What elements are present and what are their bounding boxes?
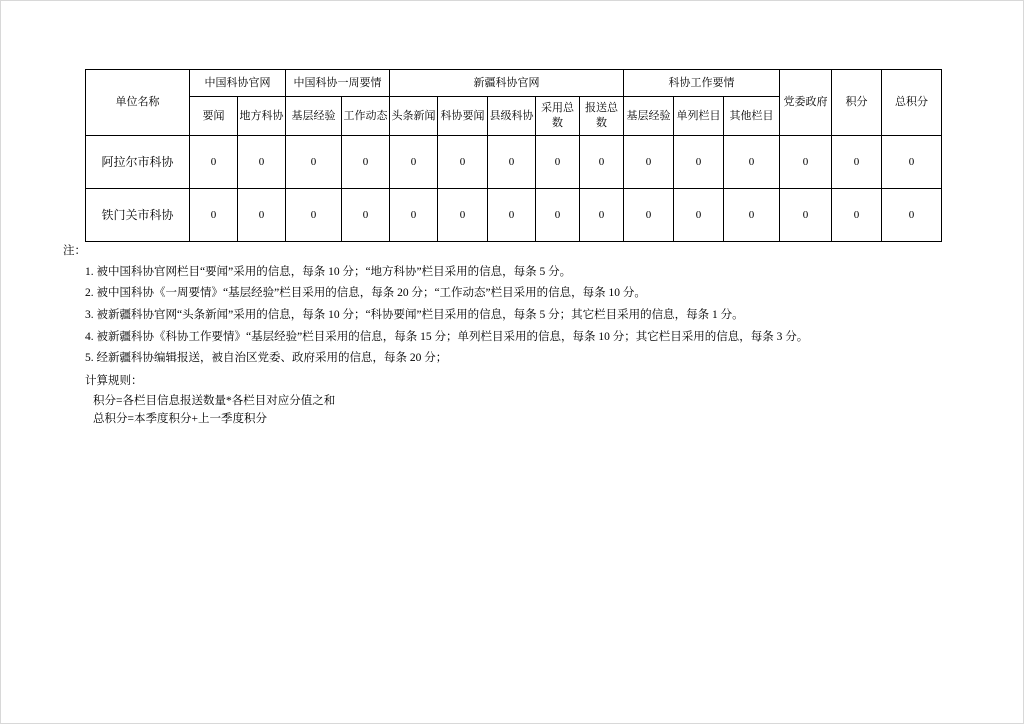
cell-value: 0 bbox=[780, 136, 832, 189]
header-col-qita-lanmu: 其他栏目 bbox=[724, 97, 780, 136]
row-unit-name: 铁门关市科协 bbox=[86, 189, 190, 242]
cell-value: 0 bbox=[190, 189, 238, 242]
cell-value: 0 bbox=[580, 189, 624, 242]
cell-value: 0 bbox=[882, 189, 942, 242]
cell-value: 0 bbox=[882, 136, 942, 189]
note-item: 1. 被中国科协官网栏目“要闻”采用的信息，每条 10 分；“地方科协”栏目采用的信息，每条 5 分。 bbox=[85, 265, 572, 278]
calculation-rule-line: 总积分=本季度积分+上一季度积分 bbox=[93, 413, 267, 426]
notes-title: 注： bbox=[63, 245, 86, 257]
cell-value: 0 bbox=[488, 136, 536, 189]
notes-section bbox=[63, 243, 963, 430]
cell-value: 0 bbox=[488, 189, 536, 242]
cell-value: 0 bbox=[624, 136, 674, 189]
cell-value: 0 bbox=[674, 136, 724, 189]
header-party-gov: 党委政府 bbox=[780, 70, 832, 136]
calculation-rule-title: 计算规则： bbox=[85, 375, 143, 388]
row-unit-name: 阿拉尔市科协 bbox=[86, 136, 190, 189]
score-table-container bbox=[85, 69, 941, 242]
note-item: 3. 被新疆科协官网“头条新闻”采用的信息，每条 10 分；“科协要闻”栏目采用的信息，每条 5 分；其它栏目采用的信息，每条 1 分。 bbox=[85, 309, 744, 322]
cell-value: 0 bbox=[536, 136, 580, 189]
header-col-jiceng-jingyan-1: 基层经验 bbox=[286, 97, 342, 136]
header-col-gongzuo-dongtai: 工作动态 bbox=[342, 97, 390, 136]
cell-value: 0 bbox=[624, 189, 674, 242]
cell-value: 0 bbox=[536, 189, 580, 242]
header-col-baosong-zongshu: 报送总数 bbox=[580, 97, 624, 136]
note-item: 4. 被新疆科协《科协工作要情》“基层经验”栏目采用的信息，每条 15 分；单列栏目采用的信息，每条 10 分；其它栏目采用的信息，每条 3 分。 bbox=[85, 330, 809, 343]
header-col-jiceng-jingyan-2: 基层经验 bbox=[624, 97, 674, 136]
table-row bbox=[86, 189, 942, 242]
cell-value: 0 bbox=[832, 136, 882, 189]
cell-value: 0 bbox=[438, 189, 488, 242]
header-group-cn-kx-web: 中国科协官网 bbox=[190, 70, 286, 97]
header-col-kexie-yaowen: 科协要闻 bbox=[438, 97, 488, 136]
cell-value: 0 bbox=[674, 189, 724, 242]
cell-value: 0 bbox=[832, 189, 882, 242]
score-table bbox=[85, 69, 942, 242]
cell-value: 0 bbox=[438, 136, 488, 189]
cell-value: 0 bbox=[780, 189, 832, 242]
note-item: 2. 被中国科协《一周要情》“基层经验”栏目采用的信息，每条 20 分；“工作动态”栏目采用的信息，每条 10 分。 bbox=[85, 287, 646, 300]
cell-value: 0 bbox=[580, 136, 624, 189]
cell-value: 0 bbox=[390, 189, 438, 242]
cell-value: 0 bbox=[342, 189, 390, 242]
cell-value: 0 bbox=[238, 189, 286, 242]
cell-value: 0 bbox=[286, 136, 342, 189]
calculation-rule-line: 积分=各栏目信息报送数量*各栏目对应分值之和 bbox=[93, 394, 336, 407]
cell-value: 0 bbox=[190, 136, 238, 189]
header-col-toutiao-xinwen: 头条新闻 bbox=[390, 97, 438, 136]
header-col-xianji-kexie: 县级科协 bbox=[488, 97, 536, 136]
note-item: 5. 经新疆科协编辑报送，被自治区党委、政府采用的信息，每条 20 分； bbox=[85, 352, 448, 365]
cell-value: 0 bbox=[238, 136, 286, 189]
header-total-points: 总积分 bbox=[882, 70, 942, 136]
header-col-danlie-lanmu: 单列栏目 bbox=[674, 97, 724, 136]
header-col-yaowen: 要闻 bbox=[190, 97, 238, 136]
header-group-xj-kx-web: 新疆科协官网 bbox=[390, 70, 624, 97]
cell-value: 0 bbox=[390, 136, 438, 189]
header-group-kx-work: 科协工作要情 bbox=[624, 70, 780, 97]
header-points: 积分 bbox=[832, 70, 882, 136]
cell-value: 0 bbox=[342, 136, 390, 189]
cell-value: 0 bbox=[724, 136, 780, 189]
header-col-difang-kexie: 地方科协 bbox=[238, 97, 286, 136]
table-row bbox=[86, 136, 942, 189]
table-header-row-1 bbox=[86, 70, 942, 97]
header-unit-name: 单位名称 bbox=[86, 70, 190, 136]
header-col-caiyong-zongshu: 采用总数 bbox=[536, 97, 580, 136]
cell-value: 0 bbox=[724, 189, 780, 242]
cell-value: 0 bbox=[286, 189, 342, 242]
header-group-cn-weekly: 中国科协一周要情 bbox=[286, 70, 390, 97]
